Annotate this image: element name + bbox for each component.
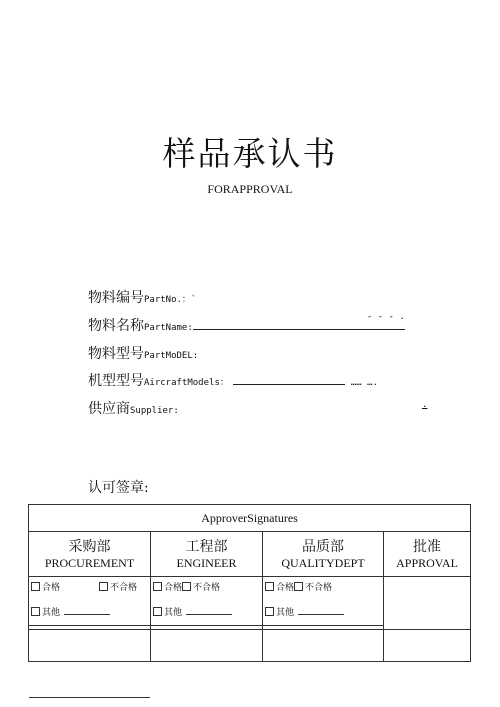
dept-name-en: QUALITYDEPT	[281, 555, 365, 570]
field-part-name	[88, 312, 405, 335]
field-label-cn: 机型型号	[88, 373, 144, 389]
field-label-en: AircraftModels：	[144, 378, 229, 388]
document-subtitle: FORAPPROVAL	[207, 182, 293, 196]
part-name-underline[interactable]	[193, 312, 405, 330]
field-mark: `	[190, 295, 197, 305]
fail-label: 不合格	[305, 583, 333, 593]
pass-option[interactable]	[265, 581, 294, 595]
pass-option[interactable]	[31, 581, 60, 595]
checkbox[interactable]	[294, 582, 303, 591]
approver-signatures-header: ApproverSignatures	[29, 505, 471, 532]
dept-name-cn: 批准	[413, 538, 442, 555]
other-label: 其他	[276, 608, 295, 618]
table-bottom-line	[28, 661, 471, 662]
column-divider	[150, 625, 151, 661]
field-label-en: PartMoDEL:	[144, 351, 199, 361]
other-option[interactable]	[265, 605, 344, 620]
column-divider	[262, 625, 263, 661]
field-label-cn: 物料名称	[88, 318, 144, 334]
field-label-en: PartNo.：	[144, 295, 191, 305]
dept-name-cn: 工程部	[185, 538, 228, 555]
dept-name-en: ENGINEER	[176, 555, 237, 570]
fail-option[interactable]	[99, 581, 137, 595]
field-aircraft-models	[88, 370, 378, 390]
other-label: 其他	[164, 608, 183, 618]
field-label-cn: 供应商	[88, 401, 130, 417]
fail-label: 不合格	[110, 583, 138, 593]
table-left-edge	[28, 625, 29, 661]
field-label-cn: 物料型号	[88, 346, 144, 362]
quality-options	[263, 577, 384, 630]
signature-row[interactable]	[28, 625, 383, 661]
field-label-en: PartName:	[144, 323, 193, 333]
approval-signature-space[interactable]	[384, 577, 471, 630]
engineer-options	[151, 577, 263, 630]
other-label: 其他	[42, 608, 61, 618]
field-supplier	[88, 398, 428, 418]
procurement-options	[29, 577, 151, 630]
dept-name-cn: 品质部	[302, 538, 344, 555]
checkbox[interactable]	[265, 607, 274, 616]
approval-table	[28, 504, 471, 630]
checkbox[interactable]	[153, 582, 162, 591]
checkbox[interactable]	[99, 582, 108, 591]
other-blank[interactable]	[64, 605, 110, 615]
other-blank[interactable]	[298, 605, 344, 615]
dept-quality	[263, 532, 384, 577]
dept-engineer	[151, 532, 263, 577]
field-part-no	[88, 287, 196, 307]
field-mark: .	[422, 400, 428, 410]
pass-label: 合格	[276, 583, 295, 593]
fail-option[interactable]	[182, 581, 220, 595]
field-mark: - - - .	[366, 312, 405, 322]
field-label-cn: 物料编号	[88, 290, 144, 306]
table-right-edge	[470, 625, 471, 661]
pass-label: 合格	[42, 583, 61, 593]
dept-approval	[384, 532, 471, 577]
other-blank[interactable]	[186, 605, 232, 615]
approval-signature-label: 认可签章:	[88, 480, 149, 496]
document-title: 样品承认书	[162, 134, 338, 173]
field-label-en: Supplier:	[130, 406, 179, 416]
fail-option[interactable]	[294, 581, 332, 595]
checkbox[interactable]	[153, 607, 162, 616]
other-option[interactable]	[153, 605, 232, 620]
checkbox[interactable]	[31, 607, 40, 616]
dept-name-en: PROCUREMENT	[44, 555, 135, 570]
other-option[interactable]	[31, 605, 110, 620]
dept-name-cn: 采购部	[68, 538, 111, 555]
dept-procurement	[29, 532, 151, 577]
aircraft-models-underline[interactable]	[233, 373, 345, 385]
field-mark: …… ….	[350, 378, 378, 388]
checkbox[interactable]	[31, 582, 40, 591]
checkbox[interactable]	[182, 582, 191, 591]
pass-label: 合格	[164, 583, 183, 593]
pass-option[interactable]	[153, 581, 182, 595]
checkbox[interactable]	[265, 582, 274, 591]
field-part-model	[88, 343, 198, 363]
column-divider	[383, 625, 384, 661]
fail-label: 不合格	[193, 583, 221, 593]
dept-name-en: APPROVAL	[396, 555, 458, 570]
